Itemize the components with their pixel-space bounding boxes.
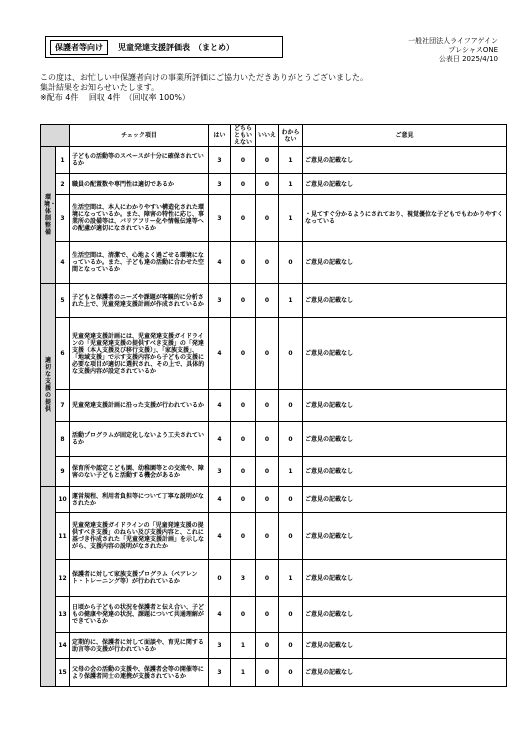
table-row xyxy=(41,242,507,284)
opinion: ご意見の記載なし xyxy=(303,560,507,597)
check-item: 定期的に、保護者に対して面談や、育児に関する助言等の支援が行われているか xyxy=(70,633,209,659)
yes-count: 3 xyxy=(209,633,231,659)
unknown-count: 1 xyxy=(279,457,303,487)
yes-count: 4 xyxy=(209,597,231,633)
table-row xyxy=(41,597,507,633)
opinion: ご意見の記載なし xyxy=(303,284,507,318)
row-number: 10 xyxy=(56,487,70,513)
table-row xyxy=(41,195,507,242)
neither-count: 0 xyxy=(231,597,256,633)
yes-count: 4 xyxy=(209,390,231,422)
evaluation-table xyxy=(40,124,507,687)
unknown-count: 0 xyxy=(279,597,303,633)
unknown-count: 0 xyxy=(279,633,303,659)
no-count: 0 xyxy=(256,174,279,195)
no-count: 0 xyxy=(256,422,279,457)
opinion: ご意見の記載なし xyxy=(303,422,507,457)
page-title: 児童発達支援評価表 （まとめ） xyxy=(118,42,234,52)
no-count: 0 xyxy=(256,318,279,390)
table-row xyxy=(41,457,507,487)
no-count: 0 xyxy=(256,147,279,174)
neither-count: 0 xyxy=(231,147,256,174)
no-count: 0 xyxy=(256,633,279,659)
yes-count: 3 xyxy=(209,174,231,195)
unknown-count: 1 xyxy=(279,174,303,195)
neither-count: 0 xyxy=(231,487,256,513)
organization-block xyxy=(408,37,498,64)
opinion: ご意見の記載なし xyxy=(303,242,507,284)
neither-count: 0 xyxy=(231,284,256,318)
no-count: 0 xyxy=(256,242,279,284)
table-row xyxy=(41,487,507,513)
row-number: 9 xyxy=(56,457,70,487)
opinion: ご意見の記載なし xyxy=(303,513,507,560)
opinion: ご意見の記載なし xyxy=(303,390,507,422)
yes-count: 4 xyxy=(209,242,231,284)
neither-count: 0 xyxy=(231,422,256,457)
row-number: 3 xyxy=(56,195,70,242)
opinion: ご意見の記載なし xyxy=(303,659,507,687)
unknown-count: 0 xyxy=(279,513,303,560)
neither-count: 3 xyxy=(231,560,256,597)
unknown-count: 0 xyxy=(279,318,303,390)
no-count: 0 xyxy=(256,195,279,242)
opinion: ご意見の記載なし xyxy=(303,597,507,633)
row-number: 6 xyxy=(56,318,70,390)
no-count: 0 xyxy=(256,560,279,597)
yes-count: 4 xyxy=(209,318,231,390)
unknown-count: 0 xyxy=(279,487,303,513)
organization-name: 一般社団法人ライフアゲイン xyxy=(408,37,498,45)
row-number: 11 xyxy=(56,513,70,560)
neither-count: 0 xyxy=(231,390,256,422)
check-item: 子どもと保護者のニーズや課題が客観的に分析された上で、児童発達支援計画が作成されているか xyxy=(70,284,209,318)
yes-count: 4 xyxy=(209,422,231,457)
header-check-items: チェック項目 xyxy=(70,125,209,147)
publish-date: 公表日 2025/4/10 xyxy=(438,55,498,63)
check-item: 日頃から子どもの状況を保護者と伝え合い、子どもの健康や発達の状況、課題について共通理解ができているか xyxy=(70,597,209,633)
check-item: 保護者に対して家族支援プログラム（ペアレント・トレーニング等）が行われているか xyxy=(70,560,209,597)
unknown-count: 1 xyxy=(279,195,303,242)
no-count: 0 xyxy=(256,390,279,422)
no-count: 0 xyxy=(256,597,279,633)
neither-count: 1 xyxy=(231,659,256,687)
audience-tag: 保護者等向け xyxy=(50,40,108,55)
yes-count: 4 xyxy=(209,487,231,513)
category-environment: 環境・体制整備 xyxy=(41,147,56,284)
intro-line-3: ※配布 4件 回収 4件 （回収率 100%） xyxy=(40,93,190,102)
neither-count: 0 xyxy=(231,513,256,560)
unknown-count: 0 xyxy=(279,390,303,422)
table-row xyxy=(41,422,507,457)
check-item: 児童発達支援計画には、児童発達支援ガイドラインの「児童発達支援の提供すべき支援」の「発達支援（本人支援及び移行支援）」、「家族支援」、「地域支援」で示す支援内容から子どもの支援に必要な項目が適切に選択され、その上で、具体的な支援内容が設定されているか xyxy=(70,318,209,390)
header-unknown: わからない xyxy=(279,125,303,147)
yes-count: 3 xyxy=(209,457,231,487)
neither-count: 0 xyxy=(231,457,256,487)
no-count: 0 xyxy=(256,513,279,560)
table-row xyxy=(41,174,507,195)
yes-count: 3 xyxy=(209,284,231,318)
check-item: 活動プログラムが固定化しないよう工夫されているか xyxy=(70,422,209,457)
no-count: 0 xyxy=(256,487,279,513)
neither-count: 1 xyxy=(231,633,256,659)
yes-count: 4 xyxy=(209,513,231,560)
check-item: 生活空間は、本人にわかりやすい構造化された環境になっているか。また、障害の特性に応じ、事業所の設備等は、バリアフリー化や情報伝達等への配慮が適切になされているか xyxy=(70,195,209,242)
header-corner xyxy=(41,125,70,147)
row-number: 4 xyxy=(56,242,70,284)
row-number: 8 xyxy=(56,422,70,457)
facility-name: プレシャスONE xyxy=(448,46,498,54)
yes-count: 3 xyxy=(209,147,231,174)
row-number: 14 xyxy=(56,633,70,659)
unknown-count: 0 xyxy=(279,242,303,284)
yes-count: 3 xyxy=(209,195,231,242)
neither-count: 0 xyxy=(231,318,256,390)
unknown-count: 0 xyxy=(279,659,303,687)
check-item: 生活空間は、清潔で、心地よく過ごせる環境になっているか。また、子ども達の活動に合わせた空間となっているか xyxy=(70,242,209,284)
category-family xyxy=(41,487,56,687)
row-number: 2 xyxy=(56,174,70,195)
table-row xyxy=(41,284,507,318)
neither-count: 0 xyxy=(231,174,256,195)
table-row xyxy=(41,513,507,560)
intro-line-1: この度は、お忙しい中保護者向けの事業所評価にご協力いただきありがとうございました。 xyxy=(40,73,368,82)
check-item: 職員の配置数や専門性は適切であるか xyxy=(70,174,209,195)
check-item: 父母の会の活動の支援や、保護者会等の開催等により保護者同士の連携が支援されているか xyxy=(70,659,209,687)
check-item: 運営規程、利用者負担等について丁寧な説明がなされたか xyxy=(70,487,209,513)
no-count: 0 xyxy=(256,659,279,687)
row-number: 5 xyxy=(56,284,70,318)
row-number: 15 xyxy=(56,659,70,687)
opinion: ご意見の記載なし xyxy=(303,487,507,513)
table-header-row xyxy=(41,125,507,147)
table-row xyxy=(41,318,507,390)
title-box xyxy=(45,36,283,58)
header-no: いいえ xyxy=(256,125,279,147)
opinion: ご意見の記載なし xyxy=(303,633,507,659)
intro-text xyxy=(40,73,500,103)
row-number: 1 xyxy=(56,147,70,174)
category-support: 適切な支援の提供 xyxy=(41,284,56,487)
check-item: 保育所や認定こども園、幼稚園等との交流や、障害のない子どもと活動する機会があるか xyxy=(70,457,209,487)
neither-count: 0 xyxy=(231,195,256,242)
table-row xyxy=(41,633,507,659)
row-number: 12 xyxy=(56,560,70,597)
table-row xyxy=(41,147,507,174)
row-number: 7 xyxy=(56,390,70,422)
table-row xyxy=(41,390,507,422)
no-count: 0 xyxy=(256,284,279,318)
row-number: 13 xyxy=(56,597,70,633)
neither-count: 0 xyxy=(231,242,256,284)
check-item: 児童発達支援ガイドラインの「児童発達支援の提供すべき支援」のねらい及び支援内容と、これに基づき作成された「児童発達支援計画」を示しながら、支援内容の説明がなされたか xyxy=(70,513,209,560)
header-neither: どちらともいえない xyxy=(231,125,256,147)
header-yes: はい xyxy=(209,125,231,147)
table-row xyxy=(41,659,507,687)
unknown-count: 0 xyxy=(279,422,303,457)
unknown-count: 1 xyxy=(279,147,303,174)
check-item: 児童発達支援計画に沿った支援が行われているか xyxy=(70,390,209,422)
opinion: ご意見の記載なし xyxy=(303,147,507,174)
yes-count: 0 xyxy=(209,560,231,597)
check-item: 子どもの活動等のスペースが十分に確保されているか xyxy=(70,147,209,174)
header-opinion: ご意見 xyxy=(303,125,507,147)
intro-line-2: 集計結果をお知らせいたします。 xyxy=(40,83,160,92)
unknown-count: 1 xyxy=(279,560,303,597)
no-count: 0 xyxy=(256,457,279,487)
opinion: ご意見の記載なし xyxy=(303,318,507,390)
opinion: ・見てすぐ分かるようにされており、視覚優位な子どもでもわかりやすくなっている xyxy=(303,195,507,242)
opinion: ご意見の記載なし xyxy=(303,174,507,195)
yes-count: 3 xyxy=(209,659,231,687)
table-row xyxy=(41,560,507,597)
unknown-count: 1 xyxy=(279,284,303,318)
opinion: ご意見の記載なし xyxy=(303,457,507,487)
